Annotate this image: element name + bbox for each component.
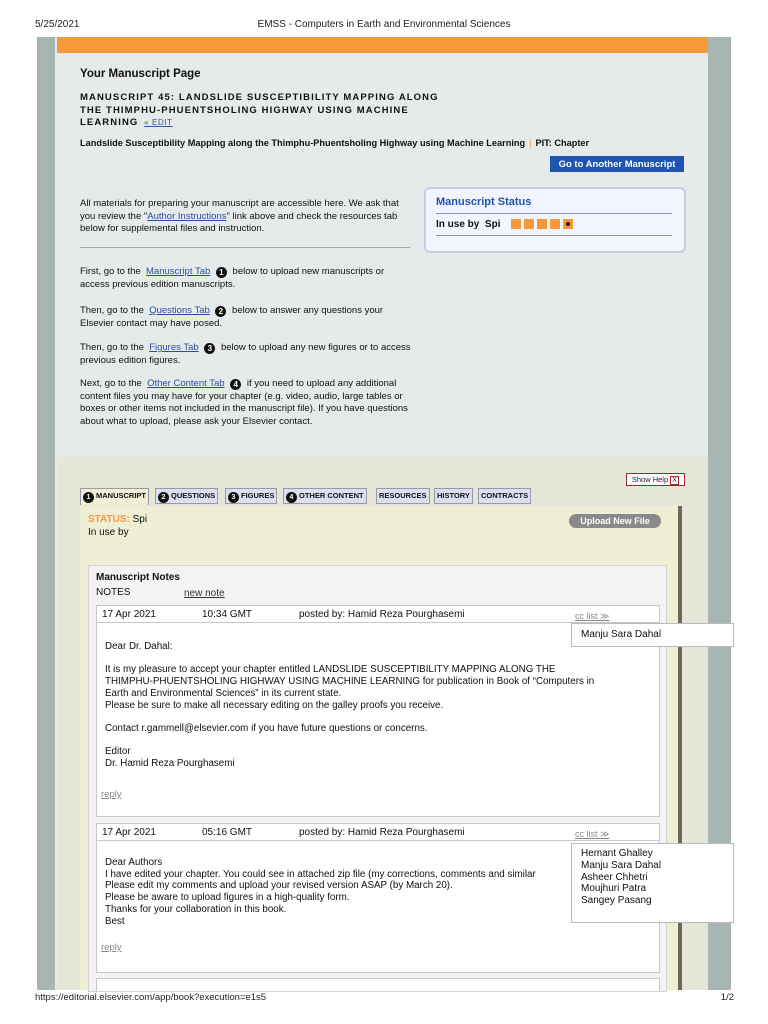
note-card-partial (96, 978, 660, 991)
note-line: Dear Authors (105, 857, 163, 868)
questions-tab-link[interactable]: Questions Tab (149, 305, 210, 316)
step-figures (80, 342, 415, 367)
note-header (97, 606, 659, 623)
note-line: Thanks for your collaboration in this book. (105, 903, 287, 915)
note-line (105, 735, 650, 747)
status-divider-top (436, 213, 672, 214)
manuscript-subtitle (80, 138, 589, 148)
tab-history[interactable]: HISTORY (434, 488, 473, 504)
tab-number-icon: 2 (158, 492, 169, 503)
status-progress (511, 219, 573, 229)
in-use-user: Spi (484, 219, 501, 230)
manuscript-status-box (424, 187, 686, 253)
note-line: Dear Dr. Dahal: (105, 641, 173, 652)
header-accent-bar (57, 37, 708, 53)
step-post: below to answer any questions your Elsevier contact may have posed. (80, 305, 384, 329)
in-use-label: In use by (436, 219, 480, 230)
status-key: STATUS: (88, 514, 130, 525)
note-line: Editor (105, 746, 131, 758)
tab-in-use: In use by (88, 527, 129, 538)
notes-title: Manuscript Notes (96, 572, 180, 583)
note-line: It is my pleasure to accept your chapter entitled LANDSLIDE SUSCEPTIBILITY MAPPING ALONG THE (105, 664, 556, 676)
note-time: 10:34 GMT (202, 609, 253, 620)
cc-list-toggle[interactable]: cc list ≫ (575, 829, 610, 839)
upload-new-file-button[interactable]: Upload New File (569, 514, 661, 528)
cc-recipient: Manju Sara Dahal (581, 859, 662, 871)
status-value: Spi (132, 514, 148, 525)
print-footer (0, 992, 768, 1024)
tab-contracts[interactable]: CONTRACTS (478, 488, 531, 504)
step-number-icon: 2 (215, 306, 226, 317)
note-line: Please be aware to upload figures in a high-quality form. (105, 892, 350, 904)
print-date: 5/25/2021 (35, 19, 80, 30)
reply-link[interactable]: reply (101, 942, 122, 953)
note-body (105, 641, 650, 770)
manuscript-title (80, 92, 460, 130)
note-time: 05:16 GMT (202, 827, 253, 838)
step-post: below to upload any new figures or to access previous edition figures. (80, 342, 411, 366)
tab-label: OTHER CONTENT (299, 491, 364, 500)
tab-other-content[interactable] (283, 488, 367, 504)
status-square-current (563, 219, 573, 229)
cc-recipient: Manju Sara Dahal (581, 629, 662, 640)
step-other-content (80, 378, 415, 428)
status-divider-bottom (436, 235, 672, 236)
tab-label: QUESTIONS (171, 491, 216, 500)
step-number-icon: 3 (204, 343, 215, 354)
tab-status (88, 514, 147, 525)
step-number-icon: 4 (230, 379, 241, 390)
status-square (524, 219, 534, 229)
note-body (105, 857, 650, 927)
step-pre: Next, go to the (80, 378, 142, 389)
edit-title-link[interactable]: « EDIT (144, 118, 173, 127)
step-number-icon: 1 (216, 267, 227, 278)
print-page-number: 1/2 (720, 992, 734, 1003)
cc-list-popup (571, 623, 734, 647)
note-author: posted by: Hamid Reza Pourghasemi (299, 827, 465, 838)
intro-before: All materials for preparing your manuscript are accessible here. We ask that you review the " (80, 198, 399, 222)
status-square (511, 219, 521, 229)
status-square (550, 219, 560, 229)
note-header (97, 824, 659, 841)
go-to-another-manuscript-button[interactable]: Go to Another Manuscript (550, 156, 684, 172)
note-line: Dr. Hamid Reza Pourghasemi (105, 758, 235, 770)
note-line: I have edited your chapter. You could see in attached zip file (my corrections, comments and similar (105, 868, 536, 880)
step-questions (80, 305, 415, 330)
tab-label: MANUSCRIPT (96, 491, 146, 500)
status-box-title: Manuscript Status (436, 196, 532, 208)
step-pre: Then, go to the (80, 305, 144, 316)
tab-number-icon: 4 (286, 492, 297, 503)
note-line: Contact r.gammell@elsevier.com if you have future questions or concerns. (105, 722, 428, 734)
note-date: 17 Apr 2021 (102, 827, 156, 838)
step-pre: First, go to the (80, 266, 141, 277)
step-pre: Then, go to the (80, 342, 144, 353)
note-author: posted by: Hamid Reza Pourghasemi (299, 609, 465, 620)
step-manuscript (80, 266, 415, 291)
cc-list-popup (571, 843, 734, 923)
other-content-tab-link[interactable]: Other Content Tab (147, 378, 225, 389)
note-line: Please edit my comments and upload your revised version ASAP (by March 20). (105, 880, 453, 892)
note-line (105, 711, 650, 723)
left-frame-bar (37, 37, 55, 990)
status-in-use (436, 219, 500, 230)
close-icon[interactable]: X (670, 476, 679, 485)
note-line: Please be sure to make all necessary editing on the galley proofs you receive. (105, 699, 444, 711)
note-date: 17 Apr 2021 (102, 609, 156, 620)
step-post: below to upload new manuscripts or access previous edition manuscripts. (80, 266, 385, 290)
note-line (105, 653, 650, 665)
print-header (0, 0, 768, 40)
tab-label: FIGURES (241, 491, 275, 500)
figures-tab-link[interactable]: Figures Tab (149, 342, 199, 353)
subtitle-text: Landslide Susceptibility Mapping along the Thimphu-Phuentsholing Highway using Machine Learning (80, 138, 526, 148)
intro-text (80, 198, 415, 236)
pit-label: PIT: Chapter (535, 138, 590, 148)
reply-link[interactable]: reply (101, 789, 122, 800)
tab-number-icon: 3 (228, 492, 239, 503)
subtitle-separator: | (529, 138, 532, 148)
show-help-button[interactable] (626, 473, 685, 486)
manuscript-tab-link[interactable]: Manuscript Tab (146, 266, 211, 277)
page-heading: Your Manuscript Page (80, 68, 201, 80)
cc-recipient: Moujhuri Patra (581, 883, 647, 895)
print-title: EMSS - Computers in Earth and Environmental Sciences (257, 19, 511, 30)
tab-number-icon: 1 (83, 492, 94, 503)
manuscript-title-text: MANUSCRIPT 45: LANDSLIDE SUSCEPTIBILITY MAPPING ALONG THE THIMPHU-PHUENTSHOLING HIGHWAY USING MACHINE LEARNING (80, 92, 439, 128)
print-url: https://editorial.elsevier.com/app/book?execution=e1s5 (35, 992, 267, 1003)
cc-recipient: Asheer Chhetri (581, 871, 648, 883)
cc-recipient: Sangey Pasang (581, 895, 652, 907)
tab-resources[interactable]: RESOURCES (376, 488, 430, 504)
divider (80, 247, 410, 248)
author-instructions-link[interactable]: Author Instructions (147, 210, 227, 222)
cc-recipient: Hemant Ghalley (581, 848, 653, 859)
tab-figures[interactable] (225, 488, 277, 504)
status-square (537, 219, 547, 229)
tab-questions[interactable] (155, 488, 218, 504)
note-line: THIMPHU-PHUENTSHOLING HIGHWAY USING MACHINE LEARNING for publication in Book of “Computers in (105, 676, 595, 688)
note-line: Best (105, 915, 125, 927)
intro-after: " link above and check the resources tab below for supplemental files and instruction. (80, 210, 398, 234)
new-note-link[interactable]: new note (184, 588, 225, 599)
tab-manuscript[interactable] (80, 488, 149, 505)
notes-label: NOTES (96, 587, 131, 598)
step-post: if you need to upload any additional content files you may have for your chapter (e.g. video, audio, large tables or boxes or other items not included in the manuscript file). If you have questions about what to upload, please ask your Elsevier contact. (80, 378, 408, 427)
note-line: Earth and Environmental Sciences” in its current state. (105, 687, 342, 699)
show-help-label: Show Help (631, 475, 669, 484)
cc-list-toggle[interactable]: cc list ≫ (575, 611, 610, 621)
